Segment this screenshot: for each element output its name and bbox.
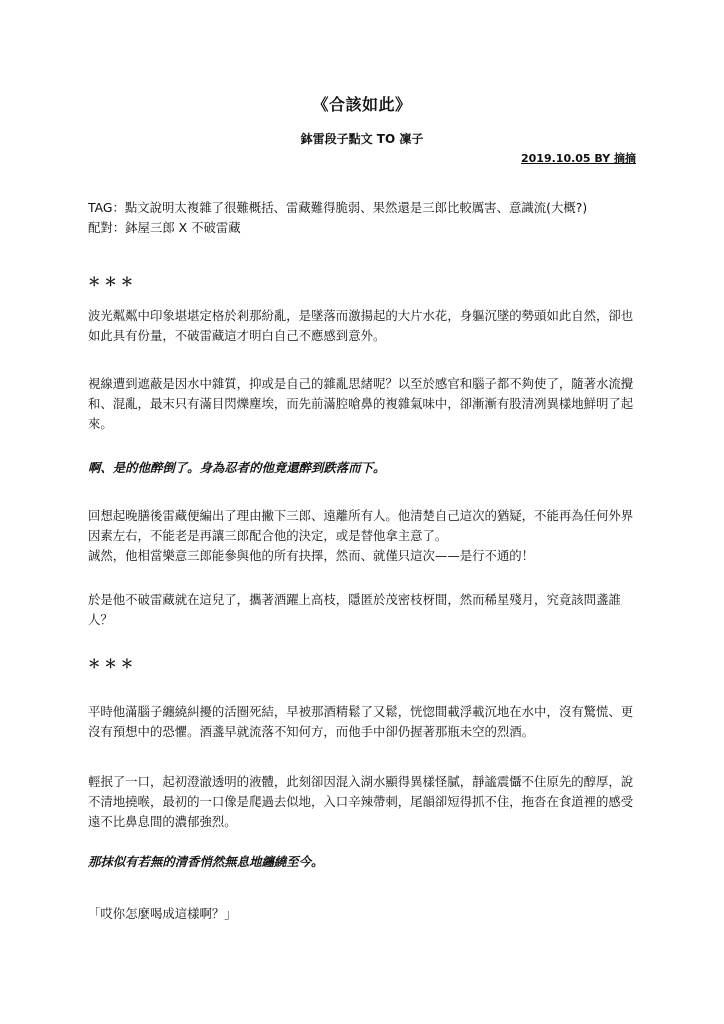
date-author-byline: 2019.10.05 BY 摘摘	[521, 152, 636, 165]
document-subtitle: 鉢雷段子點文 TO 凜子	[300, 132, 424, 146]
paragraph: 回想起晚膳後雷藏便編出了理由撇下三郎、遠離所有人。他清楚自己這次的猶疑，不能再為任何外界因素左右，不能老是再讓三郎配合他的決定，或是替他拿主意了。	[88, 508, 634, 543]
dialogue-line: 「哎你怎麼喝成這樣啊？」	[88, 906, 237, 921]
section-separator: ＊＊＊	[88, 656, 138, 671]
pairing-line: 配對：鉢屋三郎 X 不破雷藏	[88, 220, 241, 235]
tag-line: TAG：點文說明太複雜了很難概括、雷藏難得脆弱、果然還是三郎比較厲害、意識流(大概?)	[88, 200, 588, 215]
emphasis-line: 那抹似有若無的清香悄然無息地纏繞至今。	[88, 854, 324, 869]
paragraph-block	[88, 506, 640, 566]
paragraph: 輕抿了一口，起初澄澈透明的液體，此刻卻因混入湖水顯得異樣怪膩，靜謐震懾不住原先的醇厚，說不清地撓喉，最初的一口像是爬過去似地，入口辛辣帶刺，尾韻卻短得抓不住，拖沓在食道裡的感受遠不比鼻息間的濃郁強烈。	[88, 774, 634, 829]
paragraph: 平時他滿腦子纏繞糾擾的活圈死結，早被那酒精鬆了又鬆，恍惚間載浮載沉地在水中，沒有驚慌、更沒有預想中的恐懼。酒盞早就流落不知何方，而他手中卻仍握著那瓶未空的烈酒。	[88, 704, 634, 739]
emphasis-line: 啊、是的他醉倒了。身為忍者的他竟還醉到跌落而下。	[88, 460, 386, 475]
paragraph: 於是他不破雷藏就在這兒了，攜著酒躍上高枝，隱匿於茂密枝枒間，然而稀星殘月，究竟該問盞誰人？	[88, 592, 621, 627]
paragraph: 波光粼粼中印象堪堪定格於剎那紛亂，是墜落而激揚起的大片水花，身軀沉墜的勢頭如此自然，卻也如此具有份量，不破雷藏這才明白自己不應感到意外。	[88, 308, 634, 343]
paragraph: 誠然，他相當樂意三郎能參與他的所有抉擇，然而、就僅只這次——是行不通的！	[88, 548, 535, 563]
section-separator: ＊＊＊	[88, 274, 138, 289]
paragraph: 視線遭到遮蔽是因水中雜質，抑或是自己的雜亂思緒呢？以至於感官和腦子都不夠使了，隨著水流攪和、混亂，最末只有滿目閃爍塵埃，而先前滿腔嗆鼻的複雜氣味中，卻漸漸有股清冽異樣地鮮明了起來。	[88, 376, 634, 431]
document-title: 《合該如此》	[312, 95, 412, 114]
